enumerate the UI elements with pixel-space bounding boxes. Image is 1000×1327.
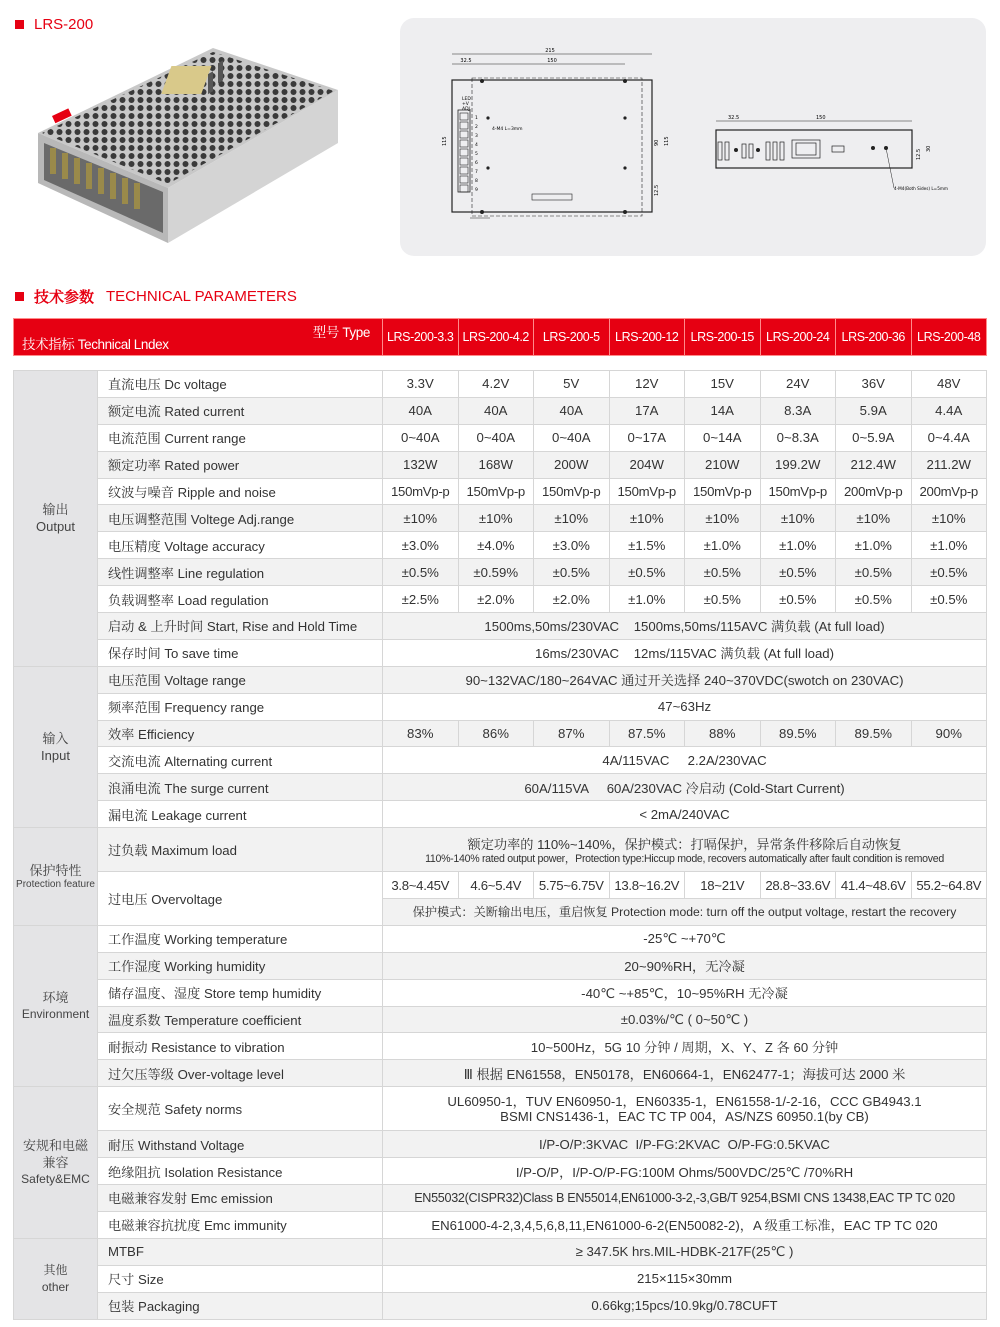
- value-cell: 40A: [383, 397, 459, 424]
- dim-side-115: 115: [442, 136, 448, 146]
- table-row: [14, 1292, 987, 1319]
- value-cell: 0~40A: [534, 424, 610, 451]
- value-cell: ≥ 347.5K hrs.MIL-HDBK-217F(25℃ ): [383, 1238, 987, 1265]
- value-cell: 17A: [609, 397, 685, 424]
- terminal-number: 4: [475, 143, 478, 148]
- value-cell: 8.3A: [760, 397, 836, 424]
- adj-label: ADJ.: [462, 107, 472, 112]
- value-cell: 150mVp-p: [760, 478, 836, 505]
- group-label-zh: 环境: [42, 990, 69, 1006]
- section-title: [15, 286, 297, 307]
- model-title: [15, 16, 93, 33]
- value-cell: ±0.5%: [685, 559, 761, 586]
- value-cell: 47~63Hz: [383, 693, 987, 720]
- value-cell: ±10%: [911, 505, 987, 532]
- value-cell: 0~5.9A: [836, 424, 912, 451]
- value-cell: 40A: [458, 397, 534, 424]
- value-cell: 36V: [836, 371, 912, 398]
- value-cell: 3.3V: [383, 371, 459, 398]
- value-cell: 5.75~6.75V: [534, 872, 610, 899]
- value-cell: Ⅲ 根据 EN61558，EN50178，EN60664-1，EN62477-1；海拔可达 2000 米: [383, 1060, 987, 1087]
- dim-side-115b: 115: [664, 136, 670, 146]
- value-cell: 200W: [534, 451, 610, 478]
- param-label: 过欠压等级 Over-voltage level: [98, 1060, 383, 1087]
- max-load-zh: 额定功率的 110%~140%，保护模式：打嗝保护，异常条件移除后自动恢复: [467, 836, 902, 852]
- value-cell: [383, 1087, 987, 1131]
- value-cell: ±3.0%: [383, 532, 459, 559]
- value-cell: 132W: [383, 451, 459, 478]
- param-label: 过电压 Overvoltage: [98, 872, 383, 926]
- terminal-number: 1: [475, 116, 478, 121]
- value-cell: ±0.5%: [760, 586, 836, 613]
- value-cell: EN61000-4-2,3,4,5,6,8,11,EN61000-6-2(EN50082-2)，A 级重工标准，EAC TP TC 020: [383, 1211, 987, 1238]
- table-row: [14, 693, 987, 720]
- value-cell: 15V: [685, 371, 761, 398]
- dim-215: 215: [545, 48, 555, 54]
- value-cell: ±0.59%: [458, 559, 534, 586]
- param-label: 过负载 Maximum load: [98, 828, 383, 872]
- value-cell: ±0.03%/℃ ( 0~50℃ ): [383, 1006, 987, 1033]
- led-label: LED: [462, 97, 471, 102]
- spec-table: [13, 318, 987, 1320]
- param-label: 效率 Efficiency: [98, 720, 383, 747]
- value-cell: I/P-O/P，I/P-O/P-FG:100M Ohms/500VDC/25℃ /70%RH: [383, 1158, 987, 1185]
- group-label-en: Environment: [21, 1007, 90, 1022]
- value-cell: ±4.0%: [458, 532, 534, 559]
- value-cell: ±0.5%: [911, 586, 987, 613]
- value-cell: 4.6~5.4V: [458, 872, 534, 899]
- value-cell: 5.9A: [836, 397, 912, 424]
- model-header: LRS-200-48: [911, 319, 987, 356]
- param-label: 线性调整率 Line regulation: [98, 559, 383, 586]
- value-cell: ±0.5%: [534, 559, 610, 586]
- value-cell: 90~132VAC/180~264VAC 通过开关选择 240~370VDC(swotch on 230VAC): [383, 666, 987, 693]
- side-dim-32-5: 32.5: [728, 115, 740, 121]
- value-cell: ±1.5%: [609, 532, 685, 559]
- param-label: 工作温度 Working temperature: [98, 925, 383, 952]
- type-label: 型号 Type: [312, 325, 370, 340]
- table-row: [14, 952, 987, 979]
- value-cell: 3.8~4.45V: [383, 872, 459, 899]
- group-input: [14, 666, 98, 827]
- param-label: 额定功率 Rated power: [98, 451, 383, 478]
- value-cell: 150mVp-p: [534, 478, 610, 505]
- group-other: [14, 1238, 98, 1319]
- dim-32-5: 32.5: [460, 58, 472, 64]
- value-cell: 0~8.3A: [760, 424, 836, 451]
- value-cell: ±3.0%: [534, 532, 610, 559]
- param-label: 负载调整率 Load regulation: [98, 586, 383, 613]
- group-label-en: Input: [41, 747, 70, 763]
- value-cell: 4.2V: [458, 371, 534, 398]
- param-label: 温度系数 Temperature coefficient: [98, 1006, 383, 1033]
- param-label: 保存时间 To save time: [98, 639, 383, 666]
- model-header: LRS-200-5: [534, 319, 610, 356]
- value-cell: 28.8~33.6V: [760, 872, 836, 899]
- value-cell: 199.2W: [760, 451, 836, 478]
- table-row: [14, 505, 987, 532]
- dim-side-90: 90: [654, 139, 660, 146]
- table-row: [14, 720, 987, 747]
- param-label: 交流电流 Alternating current: [98, 747, 383, 774]
- value-cell: 150mVp-p: [685, 478, 761, 505]
- safety-norms-line2: BSMI CNS1436-1，EAC TC TP 004，AS/NZS 60950.1(by CB): [500, 1108, 869, 1124]
- param-label: 电磁兼容抗扰度 Emc immunity: [98, 1211, 383, 1238]
- table-row: [14, 613, 987, 640]
- value-cell: 89.5%: [836, 720, 912, 747]
- value-cell: 200mVp-p: [911, 478, 987, 505]
- plus-v-label: +V: [462, 102, 469, 107]
- value-cell: ±1.0%: [836, 532, 912, 559]
- table-row: [14, 1158, 987, 1185]
- param-label: 电压范围 Voltage range: [98, 666, 383, 693]
- table-row: [14, 1211, 987, 1238]
- group-protection: [14, 828, 98, 926]
- side-dim-12-5: 12.5: [916, 148, 922, 160]
- param-label: 电压精度 Voltage accuracy: [98, 532, 383, 559]
- table-row: [14, 925, 987, 952]
- param-label: 额定电流 Rated current: [98, 397, 383, 424]
- param-label: 绝缘阻抗 Isolation Resistance: [98, 1158, 383, 1185]
- value-cell: 40A: [534, 397, 610, 424]
- param-label: 电磁兼容发射 Emc emission: [98, 1185, 383, 1212]
- value-cell: 0~17A: [609, 424, 685, 451]
- index-label: 技术指标 Technical Lndex: [22, 337, 169, 352]
- value-cell: ±10%: [609, 505, 685, 532]
- model-header: LRS-200-24: [760, 319, 836, 356]
- param-label: 耐压 Withstand Voltage: [98, 1131, 383, 1158]
- value-cell: 5V: [534, 371, 610, 398]
- param-label: 电流范围 Current range: [98, 424, 383, 451]
- param-label: 储存温度、湿度 Store temp humidity: [98, 979, 383, 1006]
- value-cell: ±10%: [383, 505, 459, 532]
- group-label-en: other: [41, 1279, 70, 1294]
- table-header-corner: [14, 319, 383, 356]
- group-label-en: Safety&EMC: [21, 1172, 90, 1187]
- value-cell: ±10%: [685, 505, 761, 532]
- value-cell: ±1.0%: [685, 532, 761, 559]
- value-cell: 60A/115VA 60A/230VAC 冷启动 (Cold-Start Current): [383, 774, 987, 801]
- terminal-number: 5: [475, 152, 478, 157]
- value-cell: ±0.5%: [609, 559, 685, 586]
- value-cell: ±0.5%: [836, 559, 912, 586]
- table-row: [14, 1006, 987, 1033]
- side-hole-label: 4-M4(Both Sides) L=5mm: [894, 186, 949, 191]
- model-header: LRS-200-36: [836, 319, 912, 356]
- value-cell: 200mVp-p: [836, 478, 912, 505]
- param-label: 包装 Packaging: [98, 1292, 383, 1319]
- value-cell: ±0.5%: [911, 559, 987, 586]
- value-cell: 212.4W: [836, 451, 912, 478]
- section-title-en: TECHNICAL PARAMETERS: [106, 288, 297, 305]
- value-cell: 90%: [911, 720, 987, 747]
- table-row: [14, 478, 987, 505]
- safety-norms-line1: UL60950-1，TUV EN60950-1，EN60335-1，EN61558-1/-2-16，CCC GB4943.1: [447, 1093, 922, 1109]
- value-cell: [383, 828, 987, 872]
- model-header: LRS-200-12: [609, 319, 685, 356]
- table-row: [14, 1238, 987, 1265]
- group-label-zh: 其他: [43, 1262, 68, 1277]
- value-cell: 0~40A: [383, 424, 459, 451]
- table-row: [14, 1185, 987, 1212]
- value-cell: 89.5%: [760, 720, 836, 747]
- param-label: 启动 & 上升时间 Start, Rise and Hold Time: [98, 613, 383, 640]
- terminal-number: 9: [475, 188, 478, 193]
- table-row: [14, 397, 987, 424]
- value-cell: 16ms/230VAC 12ms/115VAC 满负载 (At full load): [383, 639, 987, 666]
- param-label: 尺寸 Size: [98, 1265, 383, 1292]
- table-row: [14, 639, 987, 666]
- param-label: 安全规范 Safety norms: [98, 1087, 383, 1131]
- value-cell: 18~21V: [685, 872, 761, 899]
- value-cell: ±0.5%: [836, 586, 912, 613]
- value-cell: 150mVp-p: [458, 478, 534, 505]
- value-cell: 10~500Hz，5G 10 分钟 / 周期，X、Y、Z 各 60 分钟: [383, 1033, 987, 1060]
- group-label-zh: 输出: [42, 502, 69, 518]
- param-label: 耐振动 Resistance to vibration: [98, 1033, 383, 1060]
- value-cell: ±1.0%: [760, 532, 836, 559]
- value-cell: ±2.0%: [534, 586, 610, 613]
- value-cell: 保护模式：关断输出电压，重启恢复 Protection mode: turn off the output voltage, restart the recovery: [383, 899, 987, 926]
- param-label: 电压调整范围 Voltege Adj.range: [98, 505, 383, 532]
- table-row: [14, 1265, 987, 1292]
- value-cell: 0.66kg;15pcs/10.9kg/0.78CUFT: [383, 1292, 987, 1319]
- side-dim-30: 30: [926, 145, 932, 152]
- value-cell: ±10%: [760, 505, 836, 532]
- value-cell: 210W: [685, 451, 761, 478]
- value-cell: 88%: [685, 720, 761, 747]
- value-cell: 48V: [911, 371, 987, 398]
- terminal-number: 2: [475, 125, 478, 130]
- model-header: LRS-200-3.3: [383, 319, 459, 356]
- table-row: [14, 828, 987, 872]
- value-cell: -40℃ ~+85℃，10~95%RH 无冷凝: [383, 979, 987, 1006]
- dimension-drawing: [400, 18, 986, 256]
- table-row: [14, 532, 987, 559]
- value-cell: ±2.0%: [458, 586, 534, 613]
- group-environment: [14, 925, 98, 1086]
- value-cell: I/P-O/P:3KVAC I/P-FG:2KVAC O/P-FG:0.5KVAC: [383, 1131, 987, 1158]
- table-row: [14, 774, 987, 801]
- value-cell: 0~14A: [685, 424, 761, 451]
- value-cell: 4A/115VAC 2.2A/230VAC: [383, 747, 987, 774]
- value-cell: ±10%: [836, 505, 912, 532]
- value-cell: 150mVp-p: [609, 478, 685, 505]
- table-row: [14, 1131, 987, 1158]
- value-cell: ±1.0%: [911, 532, 987, 559]
- value-cell: ±1.0%: [609, 586, 685, 613]
- table-row: [14, 424, 987, 451]
- max-load-en: 110%-140% rated output power，Protection type:Hiccup mode, recovers automatically after fault condition is removed: [425, 852, 944, 865]
- value-cell: 0~4.4A: [911, 424, 987, 451]
- value-cell: ±10%: [458, 505, 534, 532]
- side-dim-150: 150: [816, 115, 826, 121]
- value-cell: 55.2~64.8V: [911, 872, 987, 899]
- table-header-row: [14, 319, 987, 356]
- group-label-en: Output: [35, 519, 76, 535]
- model-header: LRS-200-15: [685, 319, 761, 356]
- value-cell: EN55032(CISPR32)Class B EN55014,EN61000-3-2,-3,GB/T 9254,BSMI CNS 13438,EAC TP TC 020: [383, 1185, 987, 1212]
- param-label: 直流电压 Dc voltage: [98, 371, 383, 398]
- terminal-number: 7: [475, 170, 478, 175]
- table-row: [14, 559, 987, 586]
- table-row: [14, 1060, 987, 1087]
- value-cell: 13.8~16.2V: [609, 872, 685, 899]
- value-cell: 87.5%: [609, 720, 685, 747]
- table-row: [14, 1033, 987, 1060]
- value-cell: < 2mA/240VAC: [383, 801, 987, 828]
- table-row: [14, 747, 987, 774]
- value-cell: 4.4A: [911, 397, 987, 424]
- value-cell: 24V: [760, 371, 836, 398]
- value-cell: 14A: [685, 397, 761, 424]
- value-cell: 1500ms,50ms/230VAC 1500ms,50ms/115AVC 满负载 (At full load): [383, 613, 987, 640]
- param-label: 浪涌电流 The surge current: [98, 774, 383, 801]
- section-title-zh: 技术参数: [34, 289, 95, 306]
- value-cell: 211.2W: [911, 451, 987, 478]
- value-cell: 86%: [458, 720, 534, 747]
- group-label-en: Protection feature: [16, 879, 95, 891]
- value-cell: 204W: [609, 451, 685, 478]
- dim-side-12-5: 12.5: [654, 184, 660, 196]
- table-row: [14, 451, 987, 478]
- value-cell: 20~90%RH，无冷凝: [383, 952, 987, 979]
- value-cell: ±0.5%: [760, 559, 836, 586]
- table-row: [14, 979, 987, 1006]
- param-label: 工作湿度 Working humidity: [98, 952, 383, 979]
- group-label-zh: 保护特性: [29, 863, 82, 879]
- model-name: LRS-200: [34, 16, 94, 33]
- value-cell: ±0.5%: [685, 586, 761, 613]
- table-row: [14, 872, 987, 899]
- hole-label: 4-M4 L=3mm: [492, 127, 523, 132]
- table-row: [14, 1087, 987, 1131]
- param-label: 纹波与噪音 Ripple and noise: [98, 478, 383, 505]
- param-label: 漏电流 Leakage current: [98, 801, 383, 828]
- table-row: [14, 371, 987, 398]
- product-photo: [28, 48, 348, 248]
- value-cell: 83%: [383, 720, 459, 747]
- table-row: [14, 586, 987, 613]
- value-cell: ±10%: [534, 505, 610, 532]
- value-cell: -25℃ ~+70℃: [383, 925, 987, 952]
- terminal-number: 3: [475, 134, 478, 139]
- value-cell: 0~40A: [458, 424, 534, 451]
- value-cell: 150mVp-p: [383, 478, 459, 505]
- param-label: MTBF: [98, 1238, 383, 1265]
- group-output: [14, 371, 98, 667]
- red-square-icon: [15, 20, 24, 29]
- table-row: [14, 801, 987, 828]
- group-label-zh: 安规和电磁兼容: [22, 1138, 88, 1171]
- model-header: LRS-200-4.2: [458, 319, 534, 356]
- value-cell: 168W: [458, 451, 534, 478]
- value-cell: 41.4~48.6V: [836, 872, 912, 899]
- value-cell: ±2.5%: [383, 586, 459, 613]
- table-row: [14, 666, 987, 693]
- value-cell: ±0.5%: [383, 559, 459, 586]
- value-cell: 12V: [609, 371, 685, 398]
- red-square-icon: [15, 292, 24, 301]
- dim-150: 150: [547, 58, 557, 64]
- terminal-number: 6: [475, 161, 478, 166]
- value-cell: 215×115×30mm: [383, 1265, 987, 1292]
- group-safety: [14, 1087, 98, 1239]
- param-label: 频率范围 Frequency range: [98, 693, 383, 720]
- terminal-number: 8: [475, 179, 478, 184]
- value-cell: 87%: [534, 720, 610, 747]
- group-label-zh: 输入: [42, 730, 69, 746]
